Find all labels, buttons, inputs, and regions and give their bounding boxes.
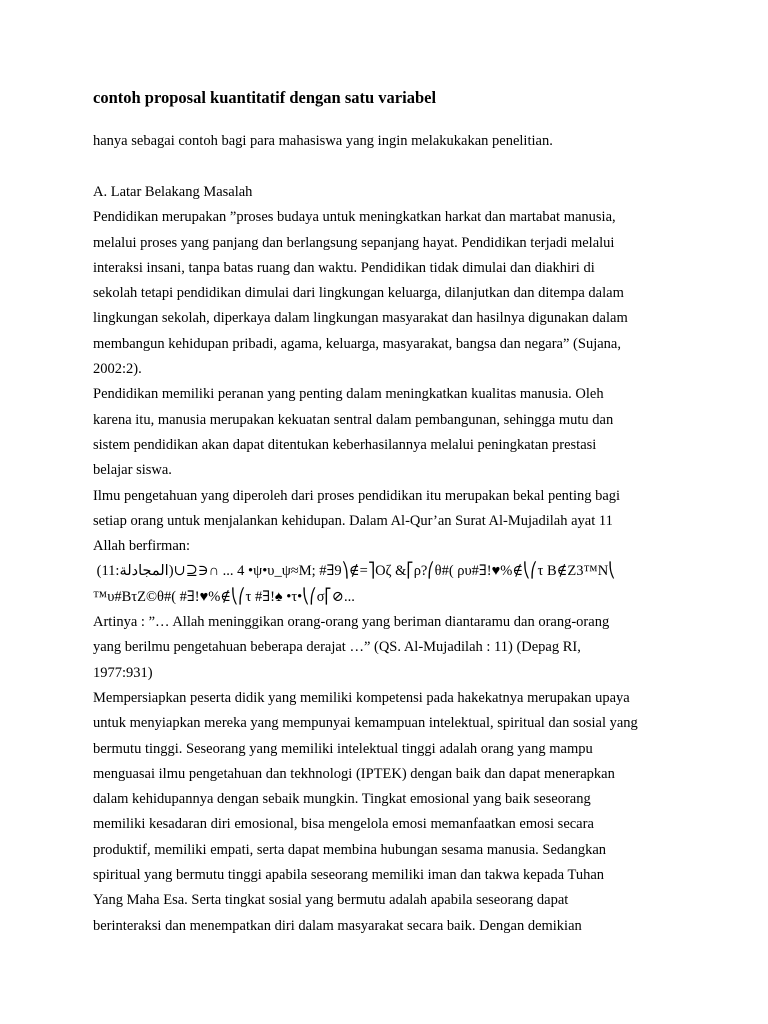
body-line: memiliki kesadaran diri emosional, bisa mengelola emosi memanfaatkan emosi secara (93, 816, 594, 833)
body-line: melalui proses yang panjang dan berlangsung sepanjang hayat. Pendidikan terjadi melalui (93, 234, 615, 251)
document-body (93, 180, 693, 939)
body-line: lingkungan sekolah, diperkaya dalam lingkungan masyarakat dan hasilnya digunakan dalam (93, 310, 628, 327)
body-line: ™υ#BτZ©θ#( #∃!♥%∉⎝⎛τ #∃!♠ •τ•⎝⎛σ⎡⊘... (93, 588, 355, 605)
body-line: belajar siswa. (93, 462, 172, 479)
body-line: ‪ (11:المجادلة‬)∪⊇∋∩ ... 4 •ψ•υ_ψ≈M; #∃9⎞∉=⎤Oζ &⎡ρ?⎛θ#( ρυ#∃!♥%∉⎝⎛τ B∉Z3™N⎝ (93, 563, 616, 580)
body-line: berinteraksi dan menempatkan diri dalam masyarakat secara baik. Dengan demikian (93, 917, 582, 934)
body-line: produktif, memiliki empati, serta dapat membina hubungan sesama manusia. Sedangkan (93, 841, 607, 858)
body-line: 1977:931) (93, 664, 153, 681)
body-line: bermutu tinggi. Seseorang yang memiliki intelektual tinggi adalah orang yang mampu (93, 740, 593, 757)
body-line: yang berilmu pengetahuan beberapa derajat …” (QS. Al-Mujadilah : 11) (Depag RI, (93, 639, 581, 656)
body-line: Pendidikan merupakan ”proses budaya untuk meningkatkan harkat dan martabat manusia, (93, 209, 616, 226)
body-line: interaksi insani, tanpa batas ruang dan waktu. Pendidikan tidak dimulai dan diakhiri di (93, 259, 595, 276)
body-line: A. Latar Belakang Masalah (93, 184, 253, 200)
body-line: Mempersiapkan peserta didik yang memiliki kompetensi pada hakekatnya merupakan upaya (93, 689, 630, 706)
body-line: spiritual yang bermutu tinggi apabila seseorang memiliki iman dan takwa kepada Tuhan (93, 867, 605, 884)
body-line: Allah berfirman: (93, 538, 191, 555)
body-line: Ilmu pengetahuan yang diperoleh dari proses pendidikan itu merupakan bekal penting bagi (93, 487, 621, 504)
document-subtitle: hanya sebagai contoh bagi para mahasiswa yang ingin melakukakan penelitian. (93, 133, 553, 149)
body-line: menguasai ilmu pengetahuan dan tekhnologi (IPTEK) dengan baik dan dapat menerapkan (93, 765, 615, 782)
body-line: membangun kehidupan pribadi, agama, keluarga, masyarakat, bangsa dan negara” (Sujana, (93, 335, 621, 352)
body-line: dalam kehidupannya dengan sebaik mungkin. Tingkat emosional yang baik seseorang (93, 791, 591, 808)
body-line: karena itu, manusia merupakan kekuatan sentral dalam pembangunan, sehingga mutu dan (93, 411, 614, 428)
body-line: Artinya : ”… Allah meninggikan orang-orang yang beriman diantaramu dan orang-orang (93, 614, 610, 631)
body-line: 2002:2). (93, 361, 142, 378)
body-line: sekolah tetapi pendidikan dimulai dari lingkungan keluarga, dilanjutkan dan ditempa dalam (93, 285, 624, 302)
body-line: setiap orang untuk menjalankan kehidupan. Dalam Al-Qur’an Surat Al-Mujadilah ayat 11 (93, 512, 613, 529)
document-title: contoh proposal kuantitatif dengan satu variabel (93, 88, 437, 107)
body-line: Pendidikan memiliki peranan yang penting dalam meningkatkan kualitas manusia. Oleh (93, 386, 604, 403)
body-line: untuk menyiapkan mereka yang mempunyai kemampuan intelektual, spiritual dan sosial yang (93, 715, 638, 732)
body-line: sistem pendidikan akan dapat ditentukan keberhasilannya melalui peningkatan prestasi (93, 436, 597, 453)
body-line: Yang Maha Esa. Serta tingkat sosial yang bermutu adalah apabila seseorang dapat (93, 892, 569, 909)
